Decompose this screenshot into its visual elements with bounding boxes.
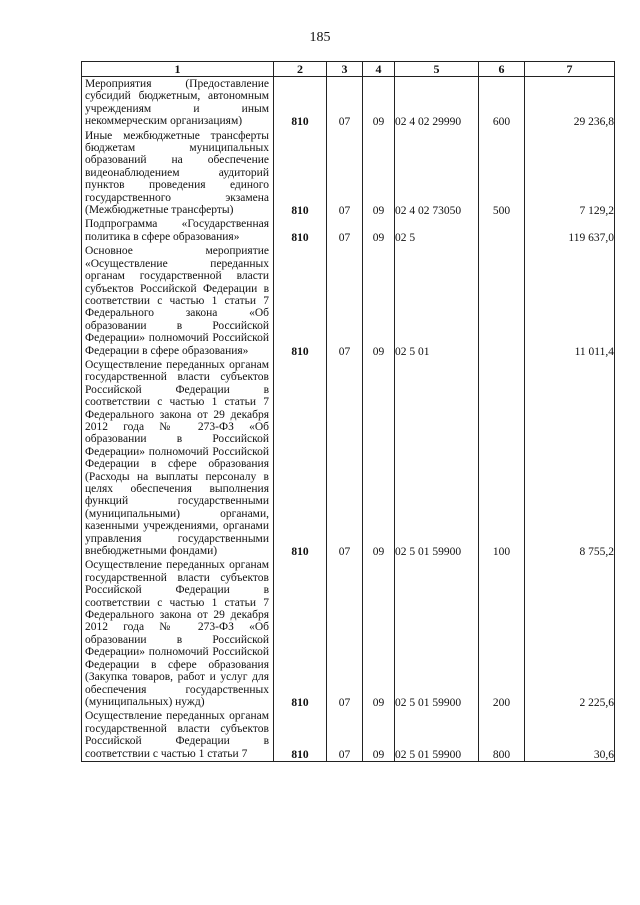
cell-ministry-code: 810 [274, 358, 327, 559]
cell-target-article: 02 5 01 [395, 244, 479, 358]
table-row [82, 129, 615, 218]
cell-ministry-code: 810 [274, 244, 327, 358]
table-row [82, 358, 615, 559]
column-header-2: 2 [274, 62, 327, 77]
cell-amount: 2 225,6 [525, 558, 615, 709]
column-header-5: 5 [395, 62, 479, 77]
cell-target-article: 02 5 01 59900 [395, 558, 479, 709]
cell-subsection: 09 [363, 217, 395, 244]
cell-expense-type [479, 217, 525, 244]
cell-expense-type: 200 [479, 558, 525, 709]
column-header-6: 6 [479, 62, 525, 77]
column-header-7: 7 [525, 62, 615, 77]
table-row [82, 244, 615, 358]
cell-subsection: 09 [363, 358, 395, 559]
cell-expense-type [479, 244, 525, 358]
cell-amount: 11 011,4 [525, 244, 615, 358]
cell-ministry-code: 810 [274, 558, 327, 709]
cell-target-article: 02 5 [395, 217, 479, 244]
row-description: Осуществление переданных органам государственной власти субъектов Российской Федерации в соответствии с частью 1 статьи 7 [82, 709, 274, 761]
cell-amount: 7 129,2 [525, 129, 615, 218]
table-row [82, 709, 615, 761]
cell-section: 07 [327, 129, 363, 218]
table-row [82, 77, 615, 129]
cell-amount: 29 236,8 [525, 77, 615, 129]
cell-subsection: 09 [363, 77, 395, 129]
cell-expense-type: 600 [479, 77, 525, 129]
cell-section: 07 [327, 77, 363, 129]
cell-ministry-code: 810 [274, 129, 327, 218]
cell-section: 07 [327, 358, 363, 559]
row-description: Осуществление переданных органам государственной власти субъектов Российской Федерации в соответствии с частью 1 статьи 7 Федерального закона от 29 декабря 2012 года № 273-ФЗ «Об образовании в Российской Федерации» полномочий Российской Федерации в сфере образования (Расходы на выплаты персоналу в целях обеспечения выполнения функций государственными (муниципальными) органами, казенными учреждениями, органами управления государственными внебюджетными фондами) [82, 358, 274, 559]
budget-table [81, 61, 615, 762]
cell-subsection: 09 [363, 129, 395, 218]
cell-expense-type: 100 [479, 358, 525, 559]
cell-ministry-code: 810 [274, 77, 327, 129]
column-header-3: 3 [327, 62, 363, 77]
header-row [82, 62, 615, 77]
cell-section: 07 [327, 244, 363, 358]
cell-target-article: 02 4 02 73050 [395, 129, 479, 218]
cell-subsection: 09 [363, 558, 395, 709]
cell-ministry-code: 810 [274, 217, 327, 244]
row-description: Осуществление переданных органам государственной власти субъектов Российской Федерации в соответствии с частью 1 статьи 7 Федерального закона от 29 декабря 2012 года № 273-ФЗ «Об образовании в Российской Федерации» полномочий Российской Федерации в сфере образования (Закупка товаров, работ и услуг для обеспечения государственных (муниципальных) нужд) [82, 558, 274, 709]
cell-ministry-code: 810 [274, 709, 327, 761]
column-header-4: 4 [363, 62, 395, 77]
page-number: 185 [309, 30, 331, 45]
cell-target-article: 02 5 01 59900 [395, 709, 479, 761]
cell-amount: 119 637,0 [525, 217, 615, 244]
cell-expense-type: 800 [479, 709, 525, 761]
cell-section: 07 [327, 217, 363, 244]
cell-subsection: 09 [363, 244, 395, 358]
row-description: Основное мероприятие «Осуществление переданных органам государственной власти субъектов Российской Федерации в соответствии с частью 1 статьи 7 Федерального закона «Об образовании в Российской Федерации» полномочий Российской Федерации в сфере образования» [82, 244, 274, 358]
table-row [82, 558, 615, 709]
cell-section: 07 [327, 558, 363, 709]
cell-amount: 8 755,2 [525, 358, 615, 559]
cell-subsection: 09 [363, 709, 395, 761]
row-description: Мероприятия (Предоставление субсидий бюджетным, автономным учреждениям и иным некоммерческим организациям) [82, 77, 274, 129]
row-description: Иные межбюджетные трансферты бюджетам муниципальных образований на обеспечение видеонаблюдением аудиторий пунктов проведения единого государственного экзамена (Межбюджетные трансферты) [82, 129, 274, 218]
cell-expense-type: 500 [479, 129, 525, 218]
table-row [82, 217, 615, 244]
column-header-1: 1 [82, 62, 274, 77]
row-description: Подпрограмма «Государственная политика в сфере образования» [82, 217, 274, 244]
cell-amount: 30,6 [525, 709, 615, 761]
cell-target-article: 02 5 01 59900 [395, 358, 479, 559]
cell-target-article: 02 4 02 29990 [395, 77, 479, 129]
cell-section: 07 [327, 709, 363, 761]
